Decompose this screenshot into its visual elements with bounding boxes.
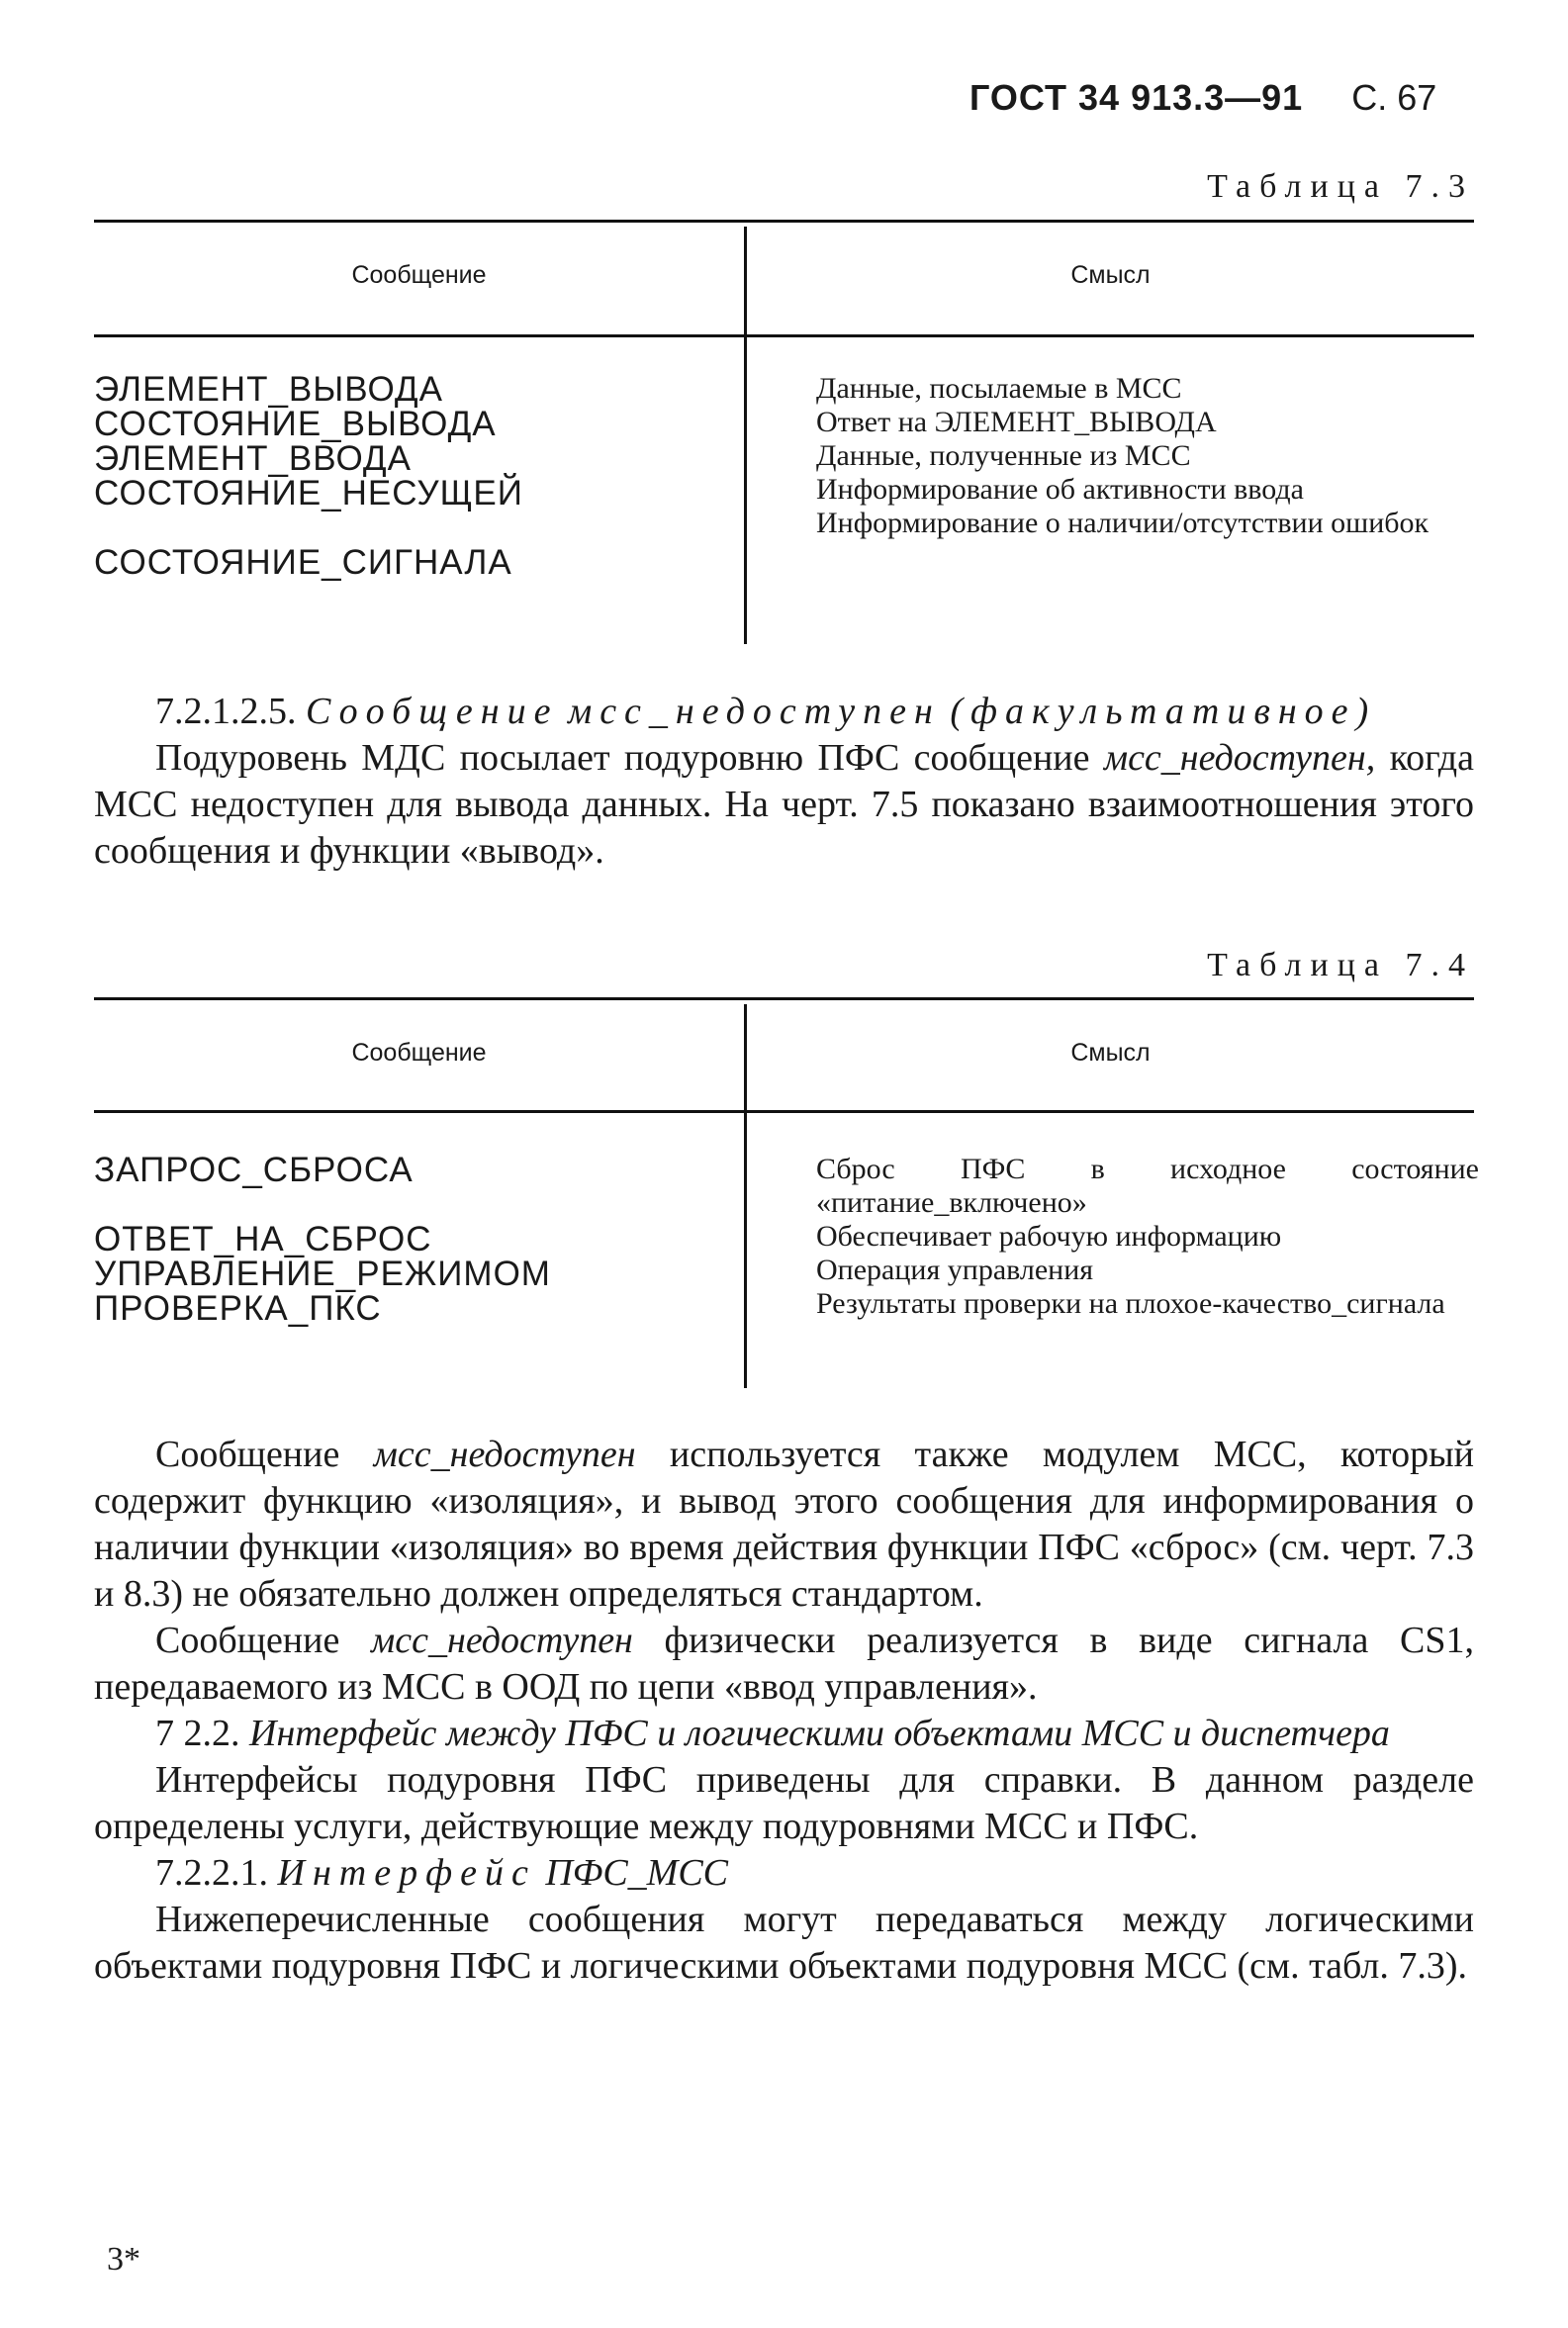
paragraph: Подуровень МДС посылает подуровню ПФС сообщение мсс_недоступен, когда МСС недоступен для вывода данных. На черт. 7.5 показано взаимоотношения этого сообщения и функции «вывод». [94,737,1474,872]
message-column [94,1153,727,1326]
table-cell: Информирование о наличии/отсутствии ошибок [816,507,1430,539]
table-cell: Сброс ПФС в исходное состояние «питание_включено» [816,1153,1487,1219]
table-cell: Информирование об активности ввода [816,473,1304,506]
page-number: С. 67 [1351,77,1437,118]
table-7-3 [94,220,1474,655]
paragraph: Нижеперечисленные сообщения могут передаваться между логическими объектами подуровня ПФС и логическими объектами подуровня МСС (см. табл. 7.3). [94,1899,1474,1987]
table-cell: СОСТОЯНИЕ_ВЫВОДА [94,405,497,443]
column-header-meaning: Смысл [1070,1039,1151,1067]
meaning-column [816,1153,1487,1321]
table-cell: Данные, посылаемые в МСС [816,372,1182,405]
footer-signature: 3* [107,2241,140,2278]
table-top-rule [94,220,1474,223]
table-top-rule [94,997,1474,1000]
section-heading: 7.2.1.2.5. Сообщение мсс_недоступен (факультативное) [155,691,1377,732]
paragraph: Сообщение мсс_недоступен физически реализуется в виде сигнала CS1, передаваемого из МСС в ООД по цепи «ввод управления». [94,1620,1474,1708]
table-cell [94,1187,727,1222]
table-cell: Операция управления [816,1254,1094,1286]
table-cell: Ответ на ЭЛЕМЕНТ_ВЫВОДА [816,406,1217,438]
column-header-message: Сообщение [351,1039,487,1067]
table-cell: ПРОВЕРКА_ПКС [94,1289,382,1328]
table-7-4-caption: Таблица 7.4 [1207,947,1474,983]
header-rule [94,334,1474,337]
standard-number: ГОСТ 34 913.3—91 [969,77,1304,118]
message-column [94,372,727,580]
section-heading: 7.2.2.1. Интерфейс ПФС_МСС [155,1852,729,1894]
header-rule [94,1110,1474,1113]
body-text [94,1432,1474,1990]
table-cell: СОСТОЯНИЕ_НЕСУЩЕЙ [94,474,523,512]
table-cell: УПРАВЛЕНИЕ_РЕЖИМОМ [94,1255,551,1293]
page-header [969,77,1484,119]
column-header-message: Сообщение [351,261,487,289]
table-cell: ЗАПРОС_СБРОСА [94,1151,414,1189]
paragraph: Сообщение мсс_недоступен используется также модулем МСС, который содержит функцию «изоляция», и вывод этого сообщения для информирования о наличии функции «изоляция» во время действия функции ПФС «сброс» (см. черт. 7.3 и 8.3) не обязательно должен определяться стандартом. [94,1434,1474,1615]
table-cell: Результаты проверки на плохое-качество_сигнала [816,1287,1445,1320]
column-header-meaning: Смысл [1070,261,1151,289]
table-cell: Обеспечивает рабочую информацию [816,1220,1282,1253]
table-cell [94,511,727,545]
paragraph: Интерфейсы подуровня ПФС приведены для справки. В данном разделе определены услуги, действующие между подуровнями МСС и ПФС. [94,1759,1474,1847]
table-7-3-caption: Таблица 7.3 [1207,168,1474,205]
table-cell: ОТВЕТ_НА_СБРОС [94,1220,432,1258]
table-cell: ЭЛЕМЕНТ_ВЫВОДА [94,370,443,409]
meaning-column [816,372,1479,540]
table-7-4 [94,997,1487,1393]
section-7-2-1-2-5 [94,689,1474,875]
table-cell: ЭЛЕМЕНТ_ВВОДА [94,439,412,478]
table-cell: СОСТОЯНИЕ_СИГНАЛА [94,543,512,582]
table-cell: Данные, полученные из МСС [816,439,1191,472]
section-heading: 7 2.2. Интерфейс между ПФС и логическими объектами МСС и диспетчера [155,1713,1390,1754]
